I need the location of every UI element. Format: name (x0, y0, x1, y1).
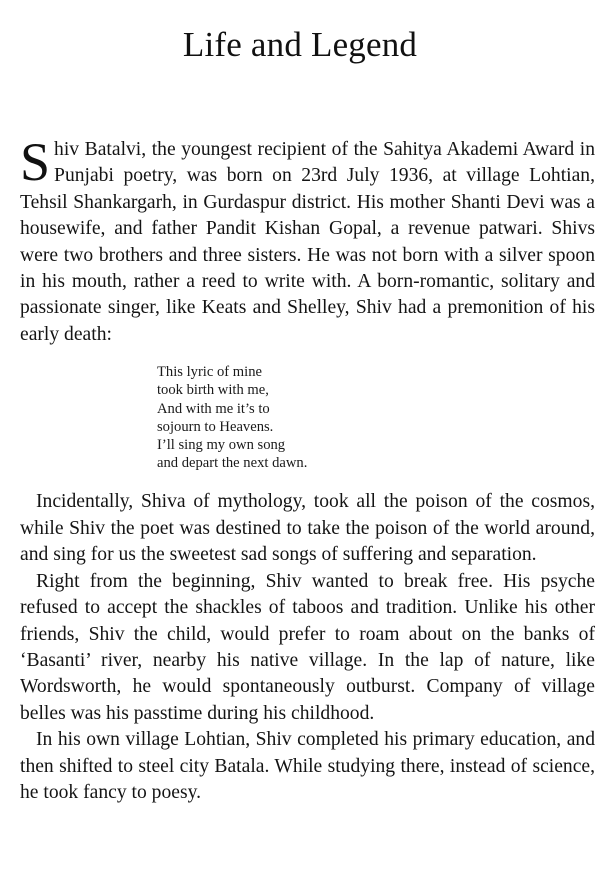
intro-text: hiv Batalvi, the youngest recipient of the Sahitya Akademi Award in Punjabi poetry, was born on 23rd July 1936, at village Lohtian, Tehsil Shankargarh, in Gurdaspur district. His mother Shanti Devi was a housewife, and father Pandit Kishan Gopal, a revenue patwari. Shivs were two brothers and three sisters. He was not born with a silver spoon in his mouth, rather a reed to write with. A born-romantic, solitary and passionate singer, like Keats and Shelley, Shiv had a premonition of his early death: (20, 139, 595, 345)
verse-block (157, 363, 595, 472)
verse-line: And with me it’s to (157, 400, 270, 417)
verse-line: I’ll sing my own song (157, 437, 286, 454)
verse-line: and depart the next dawn. (157, 455, 308, 472)
paragraph-childhood: Right from the beginning, Shiv wanted to break free. His psyche refused to accept the shackles of taboos and tradition. Unlike his other friends, Shiv the child, would prefer to roam about on the banks of ‘Basanti’ river, nearby his native village. In the lap of nature, like Wordsworth, he would spontaneously outburst. Company of village belles was his passtime during his childhood. (20, 570, 595, 724)
verse-line: took birth with me, (157, 382, 269, 399)
chapter-body (20, 132, 595, 806)
verse-line: This lyric of mine (157, 364, 262, 381)
verse-line: sojourn to Heavens. (157, 418, 274, 435)
paragraph-mythology: Incidentally, Shiva of mythology, took all the poison of the cosmos, while Shiv the poet was destined to take the poison of the world around, and sing for us the sweetest sad songs of suffering and separation. (20, 491, 595, 566)
paragraph-education: In his own village Lohtian, Shiv completed his primary education, and then shifted to steel city Batala. While studying there, instead of science, he took fancy to poesy. (20, 729, 595, 803)
drop-cap: S (20, 132, 51, 192)
chapter-title: Life and Legend (182, 25, 418, 64)
intro-paragraph (20, 132, 595, 348)
